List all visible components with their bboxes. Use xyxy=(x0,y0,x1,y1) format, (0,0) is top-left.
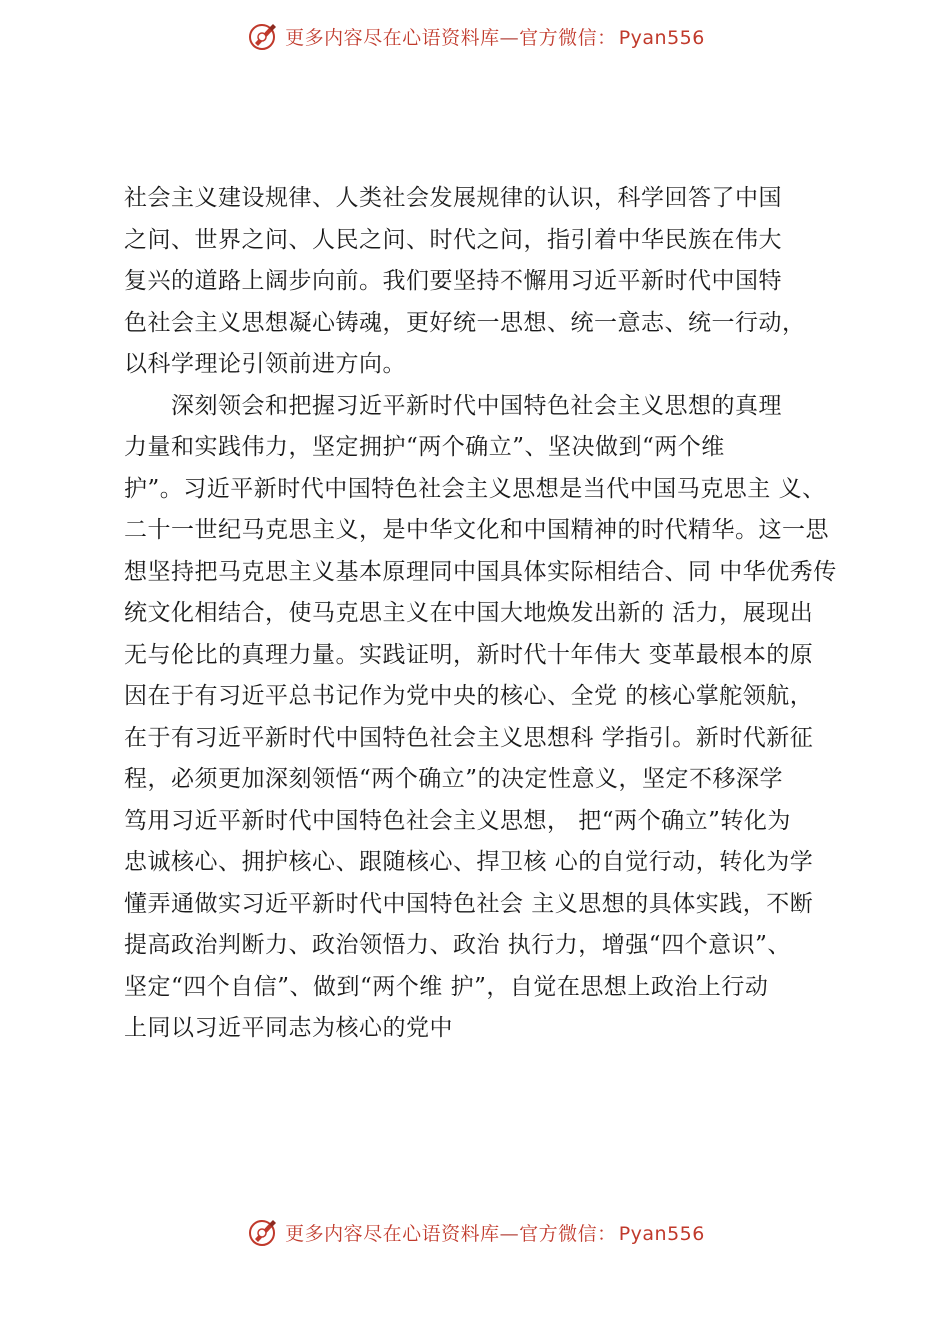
header-wechat-id: Pyan556 xyxy=(618,26,705,49)
header-slogan: 更多内容尽在心语资料库 xyxy=(285,26,500,49)
header-separator: — xyxy=(499,26,520,49)
body-text-line: 坚定“四个自信”、做到“两个维 护”，自觉在思想上政治上行动 xyxy=(124,973,769,1000)
body-text-line: 复兴的道路上阔步向前。我们要坚持不懈用习近平新时代中国特 xyxy=(124,268,782,294)
footer-slogan-line xyxy=(285,1219,705,1246)
body-text-line: 护”。习近平新时代中国特色社会主义思想是当代中国马克思主 义、 xyxy=(124,475,826,502)
body-text-line: 想坚持把马克思主义基本原理同中国具体实际相结合、同 中华优秀传 xyxy=(124,558,837,585)
body-text-line: 二十一世纪马克思主义，是中华文化和中国精神的时代精华。这一思 xyxy=(124,517,829,543)
body-text-line: 程，必须更加深刻领悟“两个确立”的决定性意义，坚定不移深学 xyxy=(124,766,784,792)
body-text-line: 因在于有习近平总书记作为党中央的核心、全党 的核心掌舵领航， xyxy=(124,683,814,709)
body-text-line: 以科学理论引领前进方向。 xyxy=(124,351,406,377)
body-text-line: 色社会主义思想凝心铸魂，更好统一思想、统一意志、统一行动， xyxy=(124,309,806,336)
footer-banner xyxy=(0,1212,950,1252)
body-text-line: 无与伦比的真理力量。实践证明，新时代十年伟大 变革最根本的原 xyxy=(124,641,814,668)
footer-slogan: 更多内容尽在心语资料库 xyxy=(285,1222,500,1245)
body-text-line: 上同以习近平同志为核心的党中 xyxy=(124,1015,453,1041)
header-slogan-line xyxy=(285,23,705,50)
body-text-line: 深刻领会和把握习近平新时代中国特色社会主义思想的真理 xyxy=(124,392,782,419)
header-banner xyxy=(0,16,950,56)
body-text-line: 懂弄通做实习近平新时代中国特色社会 主义思想的具体实践，不断 xyxy=(124,890,814,917)
document-body xyxy=(124,178,864,1050)
footer-separator: — xyxy=(499,1222,520,1245)
body-text-line: 力量和实践伟力，坚定拥护“两个确立”、坚决做到“两个维 xyxy=(124,434,725,460)
footer-wechat-id: Pyan556 xyxy=(618,1222,705,1245)
body-text-line: 之问、世界之问、人民之问、时代之问，指引着中华民族在伟大 xyxy=(124,226,782,253)
body-text-line: 在于有习近平新时代中国特色社会主义思想科 学指引。新时代新征 xyxy=(124,724,814,751)
header-wechat-label: 官方微信： xyxy=(519,26,617,49)
body-text-line: 笃用习近平新时代中国特色社会主义思想， 把“两个确立”转化为 xyxy=(124,807,791,834)
body-text-line: 统文化相结合，使马克思主义在中国大地焕发出新的 活力，展现出 xyxy=(124,600,814,626)
body-text-line: 忠诚核心、拥护核心、跟随核心、捍卫核 心的自觉行动，转化为学 xyxy=(124,849,814,875)
body-text-line: 提高政治判断力、政治领悟力、政治 执行力，增强“四个意识”、 xyxy=(124,932,791,958)
pen-seal-logo-icon xyxy=(245,19,279,53)
footer-wechat-label: 官方微信： xyxy=(519,1222,617,1245)
pen-seal-logo-icon xyxy=(245,1215,279,1249)
body-text-line: 社会主义建设规律、人类社会发展规律的认识，科学回答了中国 xyxy=(124,185,782,211)
